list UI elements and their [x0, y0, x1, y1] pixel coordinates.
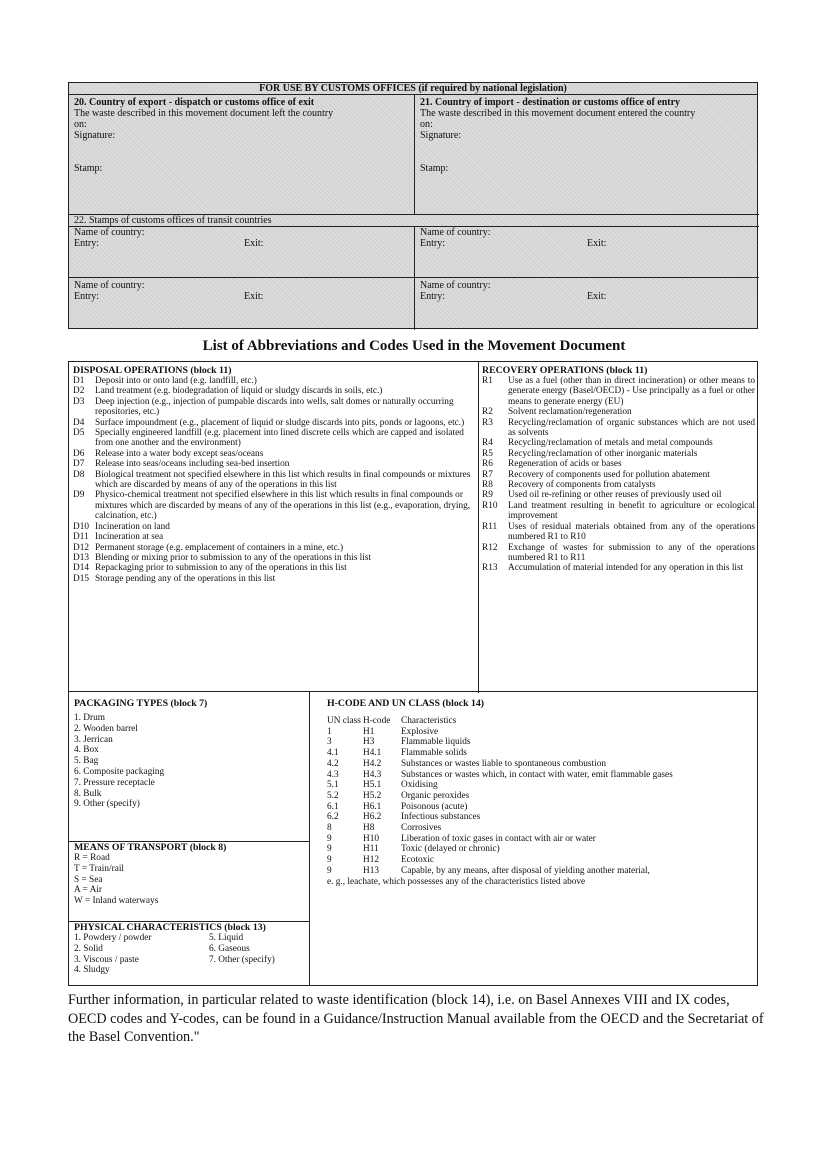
hcode-code: H12: [363, 855, 380, 866]
divider: [69, 277, 759, 278]
recovery-text: Recycling/reclamation of organic substances which are not used as solvents: [508, 417, 755, 439]
hcode-title: H-CODE AND UN CLASS (block 14): [327, 698, 485, 709]
recovery-operations: [482, 365, 755, 574]
transit-3-entry[interactable]: Entry:: [74, 291, 99, 302]
hcode-characteristic: Oxidising: [401, 780, 438, 791]
hcode-un-class: 5.1: [327, 780, 339, 791]
hcode-row: [327, 748, 752, 759]
disposal-code: D1: [73, 376, 85, 386]
recovery-text: Recovery of components from catalysts: [508, 480, 656, 491]
hcode-un-class: 3: [327, 737, 332, 748]
hcode-code: H4.2: [363, 758, 382, 769]
transit-2-entry[interactable]: Entry:: [420, 238, 445, 249]
transport-item: A = Air: [74, 885, 102, 896]
hcode-row: [327, 802, 752, 813]
disposal-item: [73, 386, 473, 396]
recovery-text: Uses of residual materials obtained from any of the operations numbered R1 to R10: [508, 521, 755, 543]
hcode-characteristic: Toxic (delayed or chronic): [401, 844, 500, 855]
hcode-code: H4.3: [363, 769, 382, 780]
transport-item: R = Road: [74, 853, 110, 863]
disposal-code: D8: [73, 469, 85, 480]
physical-left-list: [74, 933, 209, 976]
hcode-characteristic: Substances or wastes which, in contact with water, emit flammable gases: [401, 769, 673, 780]
codes-table: [68, 692, 758, 986]
hcode-footnote: e. g., leachate, which possesses any of the characteristics listed above: [327, 876, 586, 887]
hcode-characteristic: Explosive: [401, 726, 439, 737]
recovery-item: [482, 449, 755, 459]
hcode-un-class: 9: [327, 855, 332, 866]
recovery-title: RECOVERY OPERATIONS (block 11): [482, 365, 648, 376]
disposal-code: D5: [73, 428, 85, 439]
disposal-item: [73, 522, 473, 532]
hcode-row: [327, 866, 752, 877]
hcode-code: H5.2: [363, 790, 382, 801]
disposal-code: D3: [73, 396, 85, 407]
hcode-code: H4.1: [363, 748, 382, 759]
disposal-text: Specially engineered landfill (e.g. placement into lined discrete cells which are capped and isolated from one another and the environment): [95, 428, 464, 449]
disposal-code: D9: [73, 490, 85, 501]
disposal-item: [73, 543, 473, 553]
means-of-transport: [74, 842, 304, 907]
physical-item: 1. Powdery / powder: [74, 933, 152, 943]
transport-title: MEANS OF TRANSPORT (block 8): [74, 842, 227, 853]
recovery-item: [482, 501, 755, 522]
hcode-header-c: Characteristics: [401, 716, 457, 726]
recovery-text: Recycling/reclamation of other inorganic materials: [508, 448, 698, 459]
disposal-operations: [73, 365, 473, 584]
packaging-item: 9. Other (specify): [74, 799, 140, 810]
disposal-title: DISPOSAL OPERATIONS (block 11): [73, 365, 232, 376]
recovery-item: [482, 563, 755, 573]
packaging-item: 4. Box: [74, 745, 99, 756]
packaging-item: 3. Jerrican: [74, 734, 113, 745]
packaging-item: 5. Bag: [74, 756, 99, 767]
recovery-text: Used oil re-refining or other reuses of previously used oil: [508, 490, 722, 501]
hcode-code: H6.2: [363, 812, 382, 823]
physical-item: 4. Sludgy: [74, 965, 110, 976]
hcode-characteristic: Capable, by any means, after disposal of yielding another material,: [401, 865, 650, 876]
recovery-item: [482, 490, 755, 500]
disposal-item: [73, 428, 473, 449]
packaging-item: 6. Composite packaging: [74, 766, 165, 777]
disposal-text: Deep injection (e.g., injection of pumpable discards into wells, salt domes or naturally occurring repositories, etc.): [95, 396, 454, 418]
box-20-title: 20. Country of export - dispatch or customs office of exit: [74, 97, 315, 108]
abbreviations-table: [68, 361, 758, 692]
disposal-text: Land treatment (e.g. biodegradation of liquid or sludgy discards in soils, etc.): [95, 386, 383, 397]
transit-1-entry[interactable]: Entry:: [74, 238, 99, 249]
disposal-item: [73, 459, 473, 469]
disposal-list: [73, 376, 473, 584]
disposal-text: Permanent storage (e.g. emplacement of containers in a mine, etc.): [95, 542, 344, 553]
transit-4-name[interactable]: Name of country:: [420, 280, 491, 291]
disposal-item: [73, 418, 473, 428]
recovery-item: [482, 418, 755, 439]
hcode-un-class: 9: [327, 833, 332, 844]
hcode-un-class: 5.2: [327, 790, 339, 801]
recovery-code: R12: [482, 542, 498, 553]
hcode-code: H13: [363, 865, 380, 876]
disposal-item: [73, 553, 473, 563]
hcode-characteristic: Organic peroxides: [401, 790, 470, 801]
hcode-row: [327, 855, 752, 866]
recovery-code: R7: [482, 469, 493, 480]
disposal-text: Release into seas/oceans including sea-bed insertion: [95, 459, 290, 470]
disposal-code: D14: [73, 563, 90, 574]
recovery-item: [482, 407, 755, 417]
packaging-item: 8. Bulk: [74, 788, 102, 799]
box-21-title: 21. Country of import - destination or customs office of entry: [420, 97, 681, 108]
packaging-item: 1. Drum: [74, 713, 105, 723]
disposal-code: D2: [73, 386, 85, 397]
disposal-item: [73, 490, 473, 521]
packaging-types: [74, 698, 304, 810]
recovery-text: Regeneration of acids or bases: [508, 459, 622, 470]
box-21-text: The waste described in this movement document entered the country on:: [420, 108, 696, 130]
recovery-code: R4: [482, 438, 493, 449]
hcode-code: H10: [363, 833, 380, 844]
recovery-item: [482, 470, 755, 480]
hcode-characteristic: Corrosives: [401, 823, 442, 834]
hcode-un-class: 4.2: [327, 758, 339, 769]
hcode-code: H1: [363, 726, 375, 737]
hcode-row: [327, 823, 752, 834]
hcode-row: [327, 770, 752, 781]
transit-2-name[interactable]: Name of country:: [420, 227, 491, 238]
disposal-text: Surface impoundment (e.g., placement of liquid or sludge discards into pits, ponds or lagoons, etc.): [95, 417, 465, 428]
recovery-text: Recycling/reclamation of metals and metal compounds: [508, 438, 713, 449]
hcode-header-h: H-code: [363, 716, 391, 726]
disposal-code: D13: [73, 552, 90, 563]
hcode-un-class: 9: [327, 865, 332, 876]
divider: [414, 95, 415, 215]
transit-4-exit[interactable]: Exit:: [587, 291, 607, 302]
divider: [414, 226, 415, 330]
hcode-row: [327, 737, 752, 748]
hcode-characteristic: Ecotoxic: [401, 855, 435, 866]
hcode-characteristic: Substances or wastes liable to spontaneous combustion: [401, 758, 607, 769]
transit-2-exit[interactable]: Exit:: [587, 238, 607, 249]
list-title: List of Abbreviations and Codes Used in the Movement Document: [202, 338, 626, 354]
hcode-code: H6.1: [363, 801, 382, 812]
disposal-code: D10: [73, 521, 90, 532]
recovery-code: R13: [482, 563, 498, 574]
recovery-item: [482, 480, 755, 490]
disposal-item: [73, 470, 473, 491]
disposal-text: Biological treatment not specified elsewhere in this list which results in final compounds or mixtures which are discarded by means of any of the operations in this list: [95, 469, 471, 491]
hcode-un-class: 6.1: [327, 801, 339, 812]
transport-item: T = Train/rail: [74, 863, 125, 874]
transport-item: S = Sea: [74, 874, 103, 885]
hcode-un-class: 4.3: [327, 769, 339, 780]
hcode-row: [327, 844, 752, 855]
recovery-code: R6: [482, 459, 493, 470]
recovery-text: Land treatment resulting in benefit to agriculture or ecological improvement: [508, 500, 755, 522]
disposal-text: Incineration at sea: [95, 532, 164, 543]
divider: [478, 362, 479, 693]
hcode-header-row: [327, 716, 752, 727]
hcode-un-class: 8: [327, 823, 332, 834]
disposal-code: D7: [73, 459, 85, 470]
packaging-title: PACKAGING TYPES (block 7): [74, 698, 208, 709]
transit-1-exit[interactable]: Exit:: [244, 238, 264, 249]
hcode-header-un: UN class: [327, 716, 361, 726]
recovery-item: [482, 438, 755, 448]
disposal-code: D12: [73, 542, 90, 553]
recovery-text: Recovery of components used for pollution abatement: [508, 469, 710, 480]
hcode-un-class: 1: [327, 726, 332, 737]
hcode-characteristic: Infectious substances: [401, 812, 481, 823]
transit-3-name[interactable]: Name of country:: [74, 280, 145, 291]
recovery-text: Exchange of wastes for submission to any of the operations numbered R1 to R11: [508, 542, 755, 563]
hcode-un-class: 4.1: [327, 748, 339, 759]
hcode-code: H8: [363, 823, 375, 834]
disposal-text: Storage pending any of the operations in this list: [95, 573, 276, 584]
recovery-item: [482, 522, 755, 543]
divider: [309, 692, 310, 986]
recovery-item: [482, 543, 755, 564]
disposal-text: Release into a water body except seas/oceans: [95, 448, 264, 459]
recovery-text: Accumulation of material intended for any operation in this list: [508, 563, 744, 574]
packaging-item: 2. Wooden barrel: [74, 723, 138, 734]
recovery-code: R5: [482, 448, 493, 459]
hcode-row: [327, 759, 752, 770]
hcode-row: [327, 812, 752, 823]
box-20-text: The waste described in this movement document left the country on:: [74, 108, 334, 130]
customs-section: [68, 82, 758, 329]
transport-list: [74, 853, 304, 907]
disposal-text: Deposit into or onto land (e.g. landfill, etc.): [95, 376, 257, 386]
physical-right-list: [209, 933, 275, 976]
recovery-code: R9: [482, 490, 493, 501]
transit-1-name[interactable]: Name of country:: [74, 227, 145, 238]
box-20-export: [74, 97, 409, 174]
recovery-code: R3: [482, 417, 493, 428]
recovery-item: [482, 459, 755, 469]
physical-item: 5. Liquid: [209, 933, 244, 943]
hcode-row: [327, 834, 752, 845]
hcode-un-class: 9: [327, 844, 332, 855]
box-20-signature[interactable]: Signature:: [74, 130, 116, 141]
box-21-stamp[interactable]: Stamp:: [420, 163, 449, 174]
hcode-un-class: 6.2: [327, 812, 339, 823]
recovery-text: Use as a fuel (other than in direct incineration) or other means to generate energy (Basel/OECD) - Use principally as a fuel or other means to generate energy (EU): [508, 376, 755, 407]
hcode-characteristic: Flammable solids: [401, 748, 467, 759]
disposal-text: Repackaging prior to submission to any of the operations in this list: [95, 563, 347, 574]
recovery-code: R1: [482, 376, 493, 386]
recovery-code: R2: [482, 407, 493, 418]
hcode-characteristic: Poisonous (acute): [401, 801, 468, 812]
hcode-list: [327, 727, 752, 877]
physical-item: 7. Other (specify): [209, 954, 275, 965]
box-21-import: [420, 97, 755, 174]
physical-item: 3. Viscous / paste: [74, 954, 139, 965]
disposal-code: D15: [73, 573, 90, 584]
box-22-title: 22. Stamps of customs offices of transit countries: [74, 215, 272, 226]
disposal-code: D6: [73, 448, 85, 459]
disposal-code: D4: [73, 417, 85, 428]
disposal-code: D11: [73, 532, 89, 543]
recovery-text: Solvent reclamation/regeneration: [508, 407, 632, 418]
disposal-item: [73, 532, 473, 542]
disposal-item: [73, 397, 473, 418]
packaging-list: [74, 713, 304, 810]
transit-4-entry[interactable]: Entry:: [420, 291, 445, 302]
transit-3-exit[interactable]: Exit:: [244, 291, 264, 302]
further-information: Further information, in particular related to waste identification (block 14), i.e. on Basel Annexes VIII and IX codes, OECD codes and Y-codes, can be found in a Guidance/Instruction Manual available from the OECD and the Secretariat of the Basel Convention.": [68, 992, 764, 1045]
disposal-item: [73, 574, 473, 584]
customs-header: FOR USE BY CUSTOMS OFFICES (if required by national legislation): [69, 83, 757, 95]
disposal-item: [73, 449, 473, 459]
disposal-text: Blending or mixing prior to submission to any of the operations in this list: [95, 552, 372, 563]
disposal-item: [73, 376, 473, 386]
disposal-text: Incineration on land: [95, 521, 170, 532]
recovery-code: R8: [482, 480, 493, 491]
hcode-characteristic: Flammable liquids: [401, 737, 471, 748]
recovery-code: R10: [482, 500, 498, 511]
disposal-text: Physico-chemical treatment not specified elsewhere in this list which results in final compounds or mixtures which are discarded by means of any of the operations in this list (e.g., evaporation, drying, calcination, etc.): [95, 490, 471, 522]
transport-item: W = Inland waterways: [74, 896, 159, 907]
disposal-item: [73, 563, 473, 573]
box-21-signature[interactable]: Signature:: [420, 130, 462, 141]
hcode-code: H11: [363, 844, 379, 855]
recovery-list: [482, 376, 755, 574]
physical-characteristics: [74, 922, 306, 976]
packaging-item: 7. Pressure receptacle: [74, 777, 155, 788]
recovery-item: [482, 376, 755, 407]
physical-title: PHYSICAL CHARACTERISTICS (block 13): [74, 922, 266, 933]
hcode-characteristic: Liberation of toxic gases in contact with air or water: [401, 833, 596, 844]
hcode-row: [327, 780, 752, 791]
physical-item: 6. Gaseous: [209, 943, 250, 954]
recovery-code: R11: [482, 521, 498, 532]
hcode-code: H5.1: [363, 780, 382, 791]
hcode-row: [327, 727, 752, 738]
physical-item: 2. Solid: [74, 943, 103, 954]
hcode-code: H3: [363, 737, 375, 748]
hcode-row: [327, 791, 752, 802]
h-code-un-class: [327, 698, 752, 887]
box-20-stamp[interactable]: Stamp:: [74, 163, 103, 174]
